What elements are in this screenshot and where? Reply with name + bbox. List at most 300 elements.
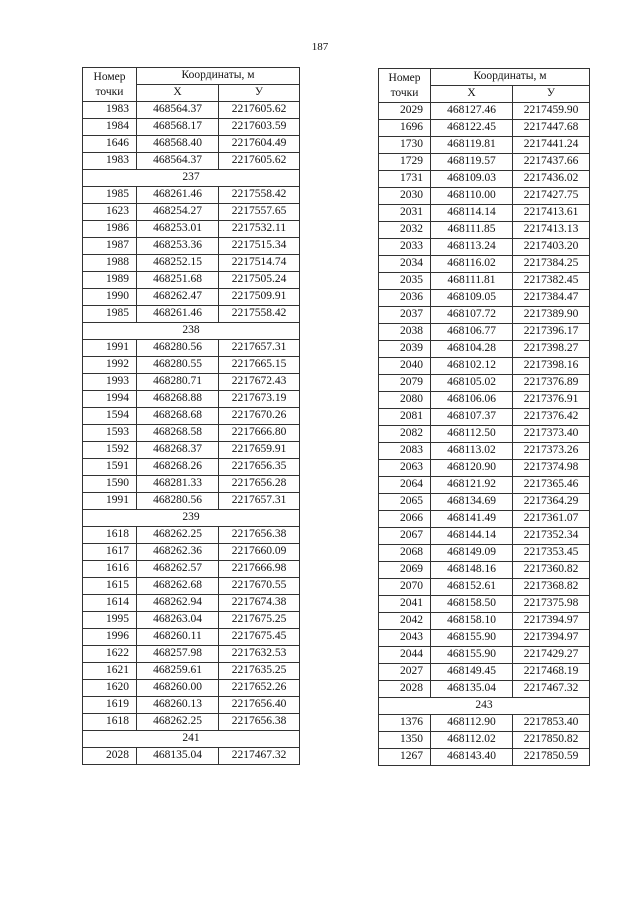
- y-coordinate-cell: 2217603.59: [219, 119, 300, 136]
- table-row: [379, 137, 590, 154]
- y-coordinate-cell: 2217353.45: [513, 545, 590, 562]
- table-row: [379, 188, 590, 205]
- y-coordinate-cell: 2217657.31: [219, 493, 300, 510]
- x-coordinate-cell: 468260.13: [137, 697, 219, 714]
- x-coordinate-cell: 468564.37: [137, 153, 219, 170]
- point-number-cell: 2083: [379, 443, 431, 460]
- table-body: [379, 103, 590, 766]
- table-row: [83, 612, 300, 629]
- point-number-cell: 2028: [379, 681, 431, 698]
- x-coordinate-cell: 468564.37: [137, 102, 219, 119]
- table-row: [83, 340, 300, 357]
- point-number-cell: 1993: [83, 374, 137, 391]
- table-row: [379, 749, 590, 766]
- x-coordinate-cell: 468262.94: [137, 595, 219, 612]
- x-coordinate-cell: 468112.02: [431, 732, 513, 749]
- point-header-line2: точки: [390, 86, 419, 99]
- x-coordinate-cell: 468111.85: [431, 222, 513, 239]
- y-coordinate-cell: 2217384.47: [513, 290, 590, 307]
- table-row: [83, 748, 300, 765]
- y-coordinate-cell: 2217413.61: [513, 205, 590, 222]
- x-coordinate-cell: 468155.90: [431, 647, 513, 664]
- table-row: [379, 443, 590, 460]
- table-body: [83, 102, 300, 765]
- y-coordinate-cell: 2217675.45: [219, 629, 300, 646]
- x-coordinate-cell: 468105.02: [431, 375, 513, 392]
- x-coordinate-cell: 468102.12: [431, 358, 513, 375]
- y-coordinate-cell: 2217505.24: [219, 272, 300, 289]
- point-number-cell: 1731: [379, 171, 431, 188]
- y-coordinate-cell: 2217437.66: [513, 154, 590, 171]
- table-row: [83, 357, 300, 374]
- point-number-cell: 2041: [379, 596, 431, 613]
- x-coordinate-cell: 468268.37: [137, 442, 219, 459]
- group-number: 243: [379, 698, 590, 715]
- point-number-cell: 2039: [379, 341, 431, 358]
- point-number-cell: 1618: [83, 527, 137, 544]
- table-row: [83, 714, 300, 731]
- x-coordinate-cell: 468121.92: [431, 477, 513, 494]
- y-column-header: У: [513, 86, 590, 103]
- y-coordinate-cell: 2217656.38: [219, 714, 300, 731]
- point-number-cell: 1696: [379, 120, 431, 137]
- y-coordinate-cell: 2217468.19: [513, 664, 590, 681]
- table-row: [379, 613, 590, 630]
- point-header-line1: Номер: [93, 71, 126, 84]
- x-coordinate-cell: 468149.45: [431, 664, 513, 681]
- point-number-cell: 1618: [83, 714, 137, 731]
- table-row: [379, 120, 590, 137]
- x-coordinate-cell: 468260.00: [137, 680, 219, 697]
- x-coordinate-cell: 468109.03: [431, 171, 513, 188]
- y-coordinate-cell: 2217396.17: [513, 324, 590, 341]
- y-coordinate-cell: 2217635.25: [219, 663, 300, 680]
- x-coordinate-cell: 468113.24: [431, 239, 513, 256]
- point-number-cell: 2029: [379, 103, 431, 120]
- coordinates-header: Координаты, м: [431, 69, 590, 86]
- y-coordinate-cell: 2217373.26: [513, 443, 590, 460]
- point-number-cell: 2031: [379, 205, 431, 222]
- y-coordinate-cell: 2217467.32: [219, 748, 300, 765]
- y-coordinate-cell: 2217447.68: [513, 120, 590, 137]
- x-coordinate-cell: 468107.72: [431, 307, 513, 324]
- table-row: [83, 442, 300, 459]
- point-number-cell: 1590: [83, 476, 137, 493]
- x-coordinate-cell: 468268.58: [137, 425, 219, 442]
- point-number-cell: 2040: [379, 358, 431, 375]
- x-coordinate-cell: 468263.04: [137, 612, 219, 629]
- point-number-cell: 2069: [379, 562, 431, 579]
- point-number-cell: 2082: [379, 426, 431, 443]
- table-row: [379, 562, 590, 579]
- table-row: [83, 289, 300, 306]
- y-coordinate-cell: 2217666.98: [219, 561, 300, 578]
- table-row: [379, 732, 590, 749]
- point-number-cell: 1990: [83, 289, 137, 306]
- y-coordinate-cell: 2217365.46: [513, 477, 590, 494]
- x-coordinate-cell: 468135.04: [137, 748, 219, 765]
- table-row: [379, 494, 590, 511]
- y-coordinate-cell: 2217375.98: [513, 596, 590, 613]
- y-coordinate-cell: 2217672.43: [219, 374, 300, 391]
- y-coordinate-cell: 2217515.34: [219, 238, 300, 255]
- table-row: [83, 561, 300, 578]
- x-coordinate-cell: 468257.98: [137, 646, 219, 663]
- y-coordinate-cell: 2217652.26: [219, 680, 300, 697]
- table-row: [83, 255, 300, 272]
- x-coordinate-cell: 468280.56: [137, 340, 219, 357]
- table-row: [83, 204, 300, 221]
- point-number-cell: 1619: [83, 697, 137, 714]
- y-coordinate-cell: 2217352.34: [513, 528, 590, 545]
- table-row: [379, 358, 590, 375]
- y-coordinate-cell: 2217632.53: [219, 646, 300, 663]
- y-coordinate-cell: 2217373.40: [513, 426, 590, 443]
- group-number: 237: [83, 170, 300, 187]
- x-coordinate-cell: 468144.14: [431, 528, 513, 545]
- table-row: [379, 341, 590, 358]
- x-coordinate-cell: 468268.68: [137, 408, 219, 425]
- table-row: [83, 680, 300, 697]
- table-row: [83, 425, 300, 442]
- group-header-row: [379, 698, 590, 715]
- table-row: [379, 205, 590, 222]
- y-coordinate-cell: 2217656.38: [219, 527, 300, 544]
- table-row: [379, 154, 590, 171]
- x-coordinate-cell: 468252.15: [137, 255, 219, 272]
- x-coordinate-cell: 468113.02: [431, 443, 513, 460]
- table-row: [83, 629, 300, 646]
- table-row: [379, 290, 590, 307]
- table-row: [83, 187, 300, 204]
- x-coordinate-cell: 468158.50: [431, 596, 513, 613]
- point-number-cell: 1593: [83, 425, 137, 442]
- x-coordinate-cell: 468155.90: [431, 630, 513, 647]
- y-coordinate-cell: 2217429.27: [513, 647, 590, 664]
- y-coordinate-cell: 2217403.20: [513, 239, 590, 256]
- x-coordinate-cell: 468260.11: [137, 629, 219, 646]
- y-coordinate-cell: 2217436.02: [513, 171, 590, 188]
- y-coordinate-cell: 2217659.91: [219, 442, 300, 459]
- table-row: [83, 136, 300, 153]
- x-coordinate-cell: 468134.69: [431, 494, 513, 511]
- point-number-cell: 1729: [379, 154, 431, 171]
- x-coordinate-cell: 468261.46: [137, 187, 219, 204]
- y-coordinate-cell: 2217459.90: [513, 103, 590, 120]
- table-row: [379, 460, 590, 477]
- y-coordinate-cell: 2217509.91: [219, 289, 300, 306]
- point-number-cell: 2034: [379, 256, 431, 273]
- point-number-cell: 2068: [379, 545, 431, 562]
- x-coordinate-cell: 468268.26: [137, 459, 219, 476]
- x-coordinate-cell: 468251.68: [137, 272, 219, 289]
- y-coordinate-cell: 2217673.19: [219, 391, 300, 408]
- x-coordinate-cell: 468143.40: [431, 749, 513, 766]
- point-number-cell: 2033: [379, 239, 431, 256]
- x-coordinate-cell: 468110.00: [431, 188, 513, 205]
- y-coordinate-cell: 2217670.26: [219, 408, 300, 425]
- point-number-cell: 2065: [379, 494, 431, 511]
- point-number-cell: 1983: [83, 153, 137, 170]
- group-header-row: [83, 170, 300, 187]
- x-coordinate-cell: 468116.02: [431, 256, 513, 273]
- y-coordinate-cell: 2217394.97: [513, 630, 590, 647]
- x-coordinate-cell: 468152.61: [431, 579, 513, 596]
- table-row: [83, 153, 300, 170]
- point-number-cell: 2044: [379, 647, 431, 664]
- table-row: [379, 715, 590, 732]
- x-coordinate-cell: 468107.37: [431, 409, 513, 426]
- table-row: [83, 272, 300, 289]
- table-row: [379, 392, 590, 409]
- table-row: [379, 222, 590, 239]
- table-row: [83, 102, 300, 119]
- point-number-cell: 1623: [83, 204, 137, 221]
- y-coordinate-cell: 2217382.45: [513, 273, 590, 290]
- x-coordinate-cell: 468112.90: [431, 715, 513, 732]
- point-number-cell: 1987: [83, 238, 137, 255]
- x-coordinate-cell: 468568.17: [137, 119, 219, 136]
- point-number-cell: 1989: [83, 272, 137, 289]
- x-coordinate-cell: 468135.04: [431, 681, 513, 698]
- x-coordinate-cell: 468280.71: [137, 374, 219, 391]
- point-number-cell: 1991: [83, 340, 137, 357]
- y-coordinate-cell: 2217441.24: [513, 137, 590, 154]
- point-number-cell: 2064: [379, 477, 431, 494]
- point-number-cell: 1614: [83, 595, 137, 612]
- y-column-header: У: [219, 85, 300, 102]
- point-number-cell: 1621: [83, 663, 137, 680]
- table-row: [83, 408, 300, 425]
- x-coordinate-cell: 468262.68: [137, 578, 219, 595]
- table-row: [83, 646, 300, 663]
- table-row: [379, 664, 590, 681]
- y-coordinate-cell: 2217360.82: [513, 562, 590, 579]
- point-number-cell: 1617: [83, 544, 137, 561]
- y-coordinate-cell: 2217558.42: [219, 306, 300, 323]
- x-coordinate-cell: 468262.47: [137, 289, 219, 306]
- point-number-cell: 2036: [379, 290, 431, 307]
- y-coordinate-cell: 2217604.49: [219, 136, 300, 153]
- coordinates-header: Координаты, м: [137, 68, 300, 85]
- table-row: [379, 647, 590, 664]
- point-header-line1: Номер: [388, 72, 421, 85]
- x-coordinate-cell: 468120.90: [431, 460, 513, 477]
- point-number-cell: 1646: [83, 136, 137, 153]
- point-number-cell: 2063: [379, 460, 431, 477]
- point-number-cell: 1591: [83, 459, 137, 476]
- x-coordinate-cell: 468281.33: [137, 476, 219, 493]
- x-coordinate-cell: 468104.28: [431, 341, 513, 358]
- point-number-cell: 1730: [379, 137, 431, 154]
- y-coordinate-cell: 2217605.62: [219, 153, 300, 170]
- x-coordinate-cell: 468148.16: [431, 562, 513, 579]
- table-row: [379, 239, 590, 256]
- y-coordinate-cell: 2217532.11: [219, 221, 300, 238]
- point-number-cell: 2081: [379, 409, 431, 426]
- y-coordinate-cell: 2217389.90: [513, 307, 590, 324]
- x-coordinate-cell: 468141.49: [431, 511, 513, 528]
- table-row: [379, 409, 590, 426]
- group-number: 239: [83, 510, 300, 527]
- table-row: [379, 307, 590, 324]
- x-coordinate-cell: 468259.61: [137, 663, 219, 680]
- y-coordinate-cell: 2217374.98: [513, 460, 590, 477]
- table-row: [379, 545, 590, 562]
- x-coordinate-cell: 468106.06: [431, 392, 513, 409]
- point-number-cell: 1991: [83, 493, 137, 510]
- table-row: [83, 697, 300, 714]
- x-coordinate-cell: 468254.27: [137, 204, 219, 221]
- y-coordinate-cell: 2217656.40: [219, 697, 300, 714]
- point-number-cell: 1594: [83, 408, 137, 425]
- point-number-cell: 2066: [379, 511, 431, 528]
- point-number-cell: 2037: [379, 307, 431, 324]
- point-number-cell: 2067: [379, 528, 431, 545]
- table-row: [379, 511, 590, 528]
- table-row: [379, 273, 590, 290]
- table-row: [83, 493, 300, 510]
- table-row: [83, 476, 300, 493]
- table-row: [83, 544, 300, 561]
- point-number-cell: 1592: [83, 442, 137, 459]
- y-coordinate-cell: 2217674.38: [219, 595, 300, 612]
- group-header-row: [83, 731, 300, 748]
- table-row: [379, 681, 590, 698]
- x-coordinate-cell: 468127.46: [431, 103, 513, 120]
- group-number: 238: [83, 323, 300, 340]
- point-number-header: [83, 68, 137, 102]
- x-coordinate-cell: 468114.14: [431, 205, 513, 222]
- point-number-cell: 2079: [379, 375, 431, 392]
- y-coordinate-cell: 2217853.40: [513, 715, 590, 732]
- y-coordinate-cell: 2217670.55: [219, 578, 300, 595]
- y-coordinate-cell: 2217605.62: [219, 102, 300, 119]
- group-number: 241: [83, 731, 300, 748]
- point-number-cell: 1994: [83, 391, 137, 408]
- point-number-cell: 1996: [83, 629, 137, 646]
- y-coordinate-cell: 2217368.82: [513, 579, 590, 596]
- table-row: [83, 663, 300, 680]
- point-number-cell: 1985: [83, 306, 137, 323]
- x-coordinate-cell: 468119.81: [431, 137, 513, 154]
- table-row: [379, 528, 590, 545]
- x-coordinate-cell: 468122.45: [431, 120, 513, 137]
- x-coordinate-cell: 468253.01: [137, 221, 219, 238]
- y-coordinate-cell: 2217398.27: [513, 341, 590, 358]
- table-row: [379, 477, 590, 494]
- group-header-row: [83, 510, 300, 527]
- table-row: [379, 375, 590, 392]
- y-coordinate-cell: 2217665.15: [219, 357, 300, 374]
- y-coordinate-cell: 2217427.75: [513, 188, 590, 205]
- point-number-header: [379, 69, 431, 103]
- y-coordinate-cell: 2217394.97: [513, 613, 590, 630]
- y-coordinate-cell: 2217514.74: [219, 255, 300, 272]
- x-coordinate-cell: 468158.10: [431, 613, 513, 630]
- x-coordinate-cell: 468109.05: [431, 290, 513, 307]
- y-coordinate-cell: 2217376.42: [513, 409, 590, 426]
- point-number-cell: 1376: [379, 715, 431, 732]
- y-coordinate-cell: 2217376.91: [513, 392, 590, 409]
- x-coordinate-cell: 468280.56: [137, 493, 219, 510]
- point-number-cell: 1620: [83, 680, 137, 697]
- x-coordinate-cell: 468106.77: [431, 324, 513, 341]
- table-row: [379, 324, 590, 341]
- y-coordinate-cell: 2217413.13: [513, 222, 590, 239]
- point-number-cell: 2030: [379, 188, 431, 205]
- table-row: [379, 596, 590, 613]
- x-coordinate-cell: 468111.81: [431, 273, 513, 290]
- point-number-cell: 1350: [379, 732, 431, 749]
- x-coordinate-cell: 468262.25: [137, 714, 219, 731]
- y-coordinate-cell: 2217660.09: [219, 544, 300, 561]
- x-coordinate-cell: 468253.36: [137, 238, 219, 255]
- y-coordinate-cell: 2217364.29: [513, 494, 590, 511]
- point-number-cell: 1267: [379, 749, 431, 766]
- point-number-cell: 1616: [83, 561, 137, 578]
- y-coordinate-cell: 2217557.65: [219, 204, 300, 221]
- table-row: [379, 171, 590, 188]
- point-number-cell: 2042: [379, 613, 431, 630]
- point-number-cell: 1995: [83, 612, 137, 629]
- point-number-cell: 1988: [83, 255, 137, 272]
- point-number-cell: 1986: [83, 221, 137, 238]
- x-coordinate-cell: 468261.46: [137, 306, 219, 323]
- x-coordinate-cell: 468262.25: [137, 527, 219, 544]
- point-number-cell: 2038: [379, 324, 431, 341]
- coordinates-table-left: [82, 67, 300, 765]
- y-coordinate-cell: 2217467.32: [513, 681, 590, 698]
- page-number: 187: [311, 41, 329, 53]
- point-number-cell: 2043: [379, 630, 431, 647]
- point-number-cell: 2070: [379, 579, 431, 596]
- x-coordinate-cell: 468262.57: [137, 561, 219, 578]
- y-coordinate-cell: 2217656.28: [219, 476, 300, 493]
- x-coordinate-cell: 468262.36: [137, 544, 219, 561]
- y-coordinate-cell: 2217657.31: [219, 340, 300, 357]
- x-coordinate-cell: 468119.57: [431, 154, 513, 171]
- point-number-cell: 1992: [83, 357, 137, 374]
- y-coordinate-cell: 2217656.35: [219, 459, 300, 476]
- table-row: [379, 426, 590, 443]
- y-coordinate-cell: 2217675.25: [219, 612, 300, 629]
- table-row: [379, 256, 590, 273]
- x-column-header: X: [137, 85, 219, 102]
- y-coordinate-cell: 2217376.89: [513, 375, 590, 392]
- x-coordinate-cell: 468280.55: [137, 357, 219, 374]
- y-coordinate-cell: 2217558.42: [219, 187, 300, 204]
- point-number-cell: 1983: [83, 102, 137, 119]
- table-row: [379, 630, 590, 647]
- table-row: [83, 578, 300, 595]
- x-column-header: X: [431, 86, 513, 103]
- table-row: [379, 579, 590, 596]
- point-number-cell: 2028: [83, 748, 137, 765]
- table-row: [83, 595, 300, 612]
- table-row: [83, 391, 300, 408]
- table-row: [83, 238, 300, 255]
- x-coordinate-cell: 468149.09: [431, 545, 513, 562]
- x-coordinate-cell: 468568.40: [137, 136, 219, 153]
- point-number-cell: 1984: [83, 119, 137, 136]
- table-row: [83, 527, 300, 544]
- point-number-cell: 2027: [379, 664, 431, 681]
- x-coordinate-cell: 468268.88: [137, 391, 219, 408]
- y-coordinate-cell: 2217850.82: [513, 732, 590, 749]
- point-number-cell: 1985: [83, 187, 137, 204]
- point-number-cell: 1615: [83, 578, 137, 595]
